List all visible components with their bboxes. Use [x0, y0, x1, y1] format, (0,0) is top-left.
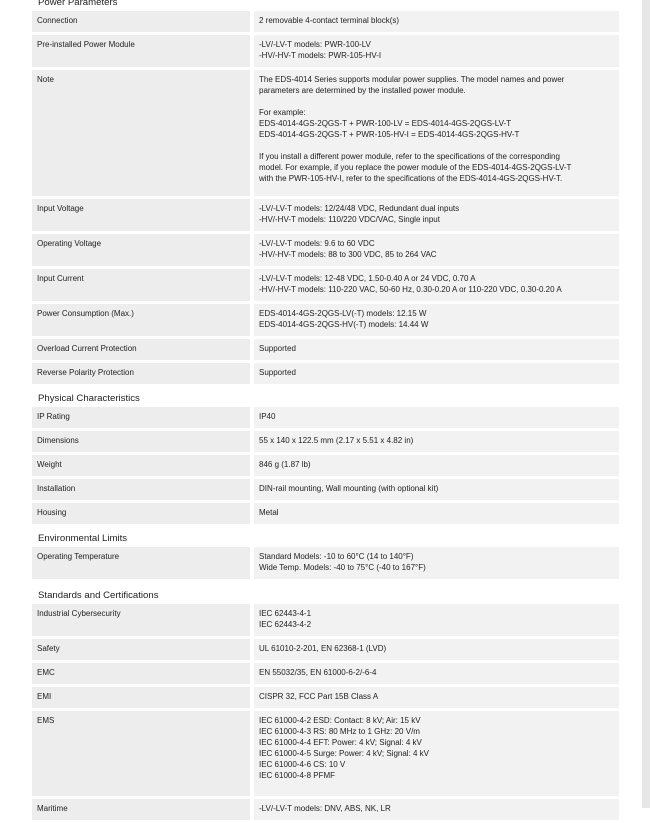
value-line: EDS-4014-4GS-2QGS-HV(-T) models: 14.44 W	[259, 320, 429, 329]
spec-value	[254, 70, 619, 196]
value-line: EDS-4014-4GS-2QGS-LV(-T) models: 12.15 W	[259, 309, 427, 318]
spec-label: Pre-installed Power Module	[32, 35, 250, 67]
value-line: IEC 62443-4-1	[259, 609, 312, 618]
spec-label: IP Rating	[32, 407, 250, 428]
value-line: CISPR 32, FCC Part 15B Class A	[259, 692, 379, 701]
spec-row	[32, 455, 619, 476]
spec-table	[32, 0, 619, 823]
value-line: UL 61010-2-201, EN 62368-1 (LVD)	[259, 644, 387, 653]
value-line: 55 x 140 x 122.5 mm (2.17 x 5.51 x 4.82 in)	[259, 436, 414, 445]
spec-value	[254, 503, 619, 524]
spec-label: Overload Current Protection	[32, 339, 250, 360]
spec-row	[32, 663, 619, 684]
value-line: If you install a different power module, refer to the specifications of the corresponding	[259, 152, 560, 161]
spec-value	[254, 269, 619, 301]
spec-label: Weight	[32, 455, 250, 476]
value-line: IEC 61000-4-2 ESD: Contact: 8 kV; Air: 15 kV	[259, 716, 421, 725]
value-line: EDS-4014-4GS-2QGS-T + PWR-100-LV = EDS-4014-4GS-2QGS-LV-T	[259, 119, 512, 128]
value-line: -LV/-LV-T models: 12-48 VDC, 1.50-0.40 A or 24 VDC, 0.70 A	[259, 274, 476, 283]
value-line: model. For example, if you replace the power module of the EDS-4014-4GS-2QGS-LV-T	[259, 163, 572, 172]
spec-value	[254, 304, 619, 336]
spec-label: Note	[32, 70, 250, 196]
spec-row	[32, 363, 619, 384]
spec-label: EMI	[32, 687, 250, 708]
value-line: Wide Temp. Models: -40 to 75°C (-40 to 167°F)	[259, 563, 426, 572]
spec-value	[254, 663, 619, 684]
value-line: IEC 61000-4-6 CS: 10 V	[259, 760, 346, 769]
spec-label: Input Current	[32, 269, 250, 301]
spec-row	[32, 711, 619, 796]
spec-label: Connection	[32, 11, 250, 32]
spec-value	[254, 431, 619, 452]
spec-value	[254, 455, 619, 476]
spec-value	[254, 687, 619, 708]
value-line: IEC 61000-4-3 RS: 80 MHz to 1 GHz: 20 V/m	[259, 727, 420, 736]
spec-value	[254, 799, 619, 820]
spec-label: Installation	[32, 479, 250, 500]
spec-label: EMC	[32, 663, 250, 684]
value-line: -LV/-LV-T models: 12/24/48 VDC, Redundant dual inputs	[259, 204, 460, 213]
spec-label: Industrial Cybersecurity	[32, 604, 250, 636]
spec-label: Dimensions	[32, 431, 250, 452]
page-edge	[642, 0, 650, 808]
spec-row	[32, 199, 619, 231]
value-line: For example:	[259, 108, 306, 117]
value-line: -HV/-HV-T models: 88 to 300 VDC, 85 to 264 VAC	[259, 250, 437, 259]
spec-row	[32, 269, 619, 301]
value-line: EN 55032/35, EN 61000-6-2/-6-4	[259, 668, 377, 677]
spec-row	[32, 431, 619, 452]
section-title: Environmental Limits	[38, 533, 128, 544]
spec-row	[32, 407, 619, 428]
spec-row	[32, 503, 619, 524]
spec-value	[254, 407, 619, 428]
value-line: 2 removable 4-contact terminal block(s)	[259, 16, 400, 25]
spec-row	[32, 604, 619, 636]
value-line: -LV/-LV-T models: 9.6 to 60 VDC	[259, 239, 375, 248]
spec-row	[32, 799, 619, 820]
spec-label: Housing	[32, 503, 250, 524]
value-line: Supported	[259, 368, 296, 377]
spec-value	[254, 547, 619, 579]
value-line: -HV/-HV-T models: 110/220 VDC/VAC, Single input	[259, 215, 440, 224]
value-spacer	[259, 140, 614, 151]
spec-row	[32, 70, 619, 196]
value-line: The EDS-4014 Series supports modular power supplies. The model names and power	[259, 75, 565, 84]
spec-row	[32, 639, 619, 660]
spec-value	[254, 639, 619, 660]
spec-label: Reverse Polarity Protection	[32, 363, 250, 384]
value-line: Metal	[259, 508, 279, 517]
value-line: -HV/-HV-T models: PWR-105-HV-I	[259, 51, 382, 60]
spec-value	[254, 11, 619, 32]
value-line: IEC 61000-4-5 Surge: Power: 4 kV; Signal: 4 kV	[259, 749, 430, 758]
spec-label: Maritime	[32, 799, 250, 820]
value-line: parameters are determined by the installed power module.	[259, 86, 466, 95]
spec-label: Operating Temperature	[32, 547, 250, 579]
spec-value	[254, 35, 619, 67]
spec-row	[32, 547, 619, 579]
section-title: Standards and Certifications	[38, 590, 159, 601]
spec-value	[254, 604, 619, 636]
spec-row	[32, 479, 619, 500]
spec-value	[254, 363, 619, 384]
spec-label: EMS	[32, 711, 250, 796]
value-line: Supported	[259, 344, 296, 353]
section-title: Physical Characteristics	[38, 393, 140, 404]
spec-row	[32, 687, 619, 708]
value-line: -HV/-HV-T models: 110-220 VAC, 50-60 Hz, 0.30-0.20 A or 110-220 VDC, 0.30-0.20 A	[259, 285, 562, 294]
spec-value	[254, 234, 619, 266]
spec-label: Input Voltage	[32, 199, 250, 231]
spec-value	[254, 339, 619, 360]
value-line: IEC 61000-4-8 PFMF	[259, 771, 336, 780]
spec-row	[32, 304, 619, 336]
spec-row	[32, 339, 619, 360]
value-line: 846 g (1.87 lb)	[259, 460, 311, 469]
value-line: with the PWR-105-HV-I, refer to the specifications of the EDS-4014-4GS-2QGS-HV-T.	[259, 174, 563, 183]
value-line: IP40	[259, 412, 276, 421]
value-spacer	[259, 96, 614, 107]
value-line: Standard Models: -10 to 60°C (14 to 140°F)	[259, 552, 414, 561]
value-line: -LV/-LV-T models: PWR-100-LV	[259, 40, 371, 49]
value-line: IEC 61000-4-4 EFT: Power: 4 kV; Signal: 4 kV	[259, 738, 422, 747]
spec-value	[254, 199, 619, 231]
spec-value	[254, 711, 619, 796]
spec-label: Power Consumption (Max.)	[32, 304, 250, 336]
value-line: EDS-4014-4GS-2QGS-T + PWR-105-HV-I = EDS-4014-4GS-2QGS-HV-T	[259, 130, 520, 139]
spec-label: Operating Voltage	[32, 234, 250, 266]
spec-label: Safety	[32, 639, 250, 660]
value-line: IEC 62443-4-2	[259, 620, 312, 629]
spec-row	[32, 234, 619, 266]
spec-value	[254, 479, 619, 500]
spec-row	[32, 11, 619, 32]
value-line: -LV/-LV-T models: DNV, ABS, NK, LR	[259, 804, 391, 813]
value-line: DIN-rail mounting, Wall mounting (with optional kit)	[259, 484, 439, 493]
spec-row	[32, 35, 619, 67]
section-title: Power Parameters	[38, 0, 118, 8]
